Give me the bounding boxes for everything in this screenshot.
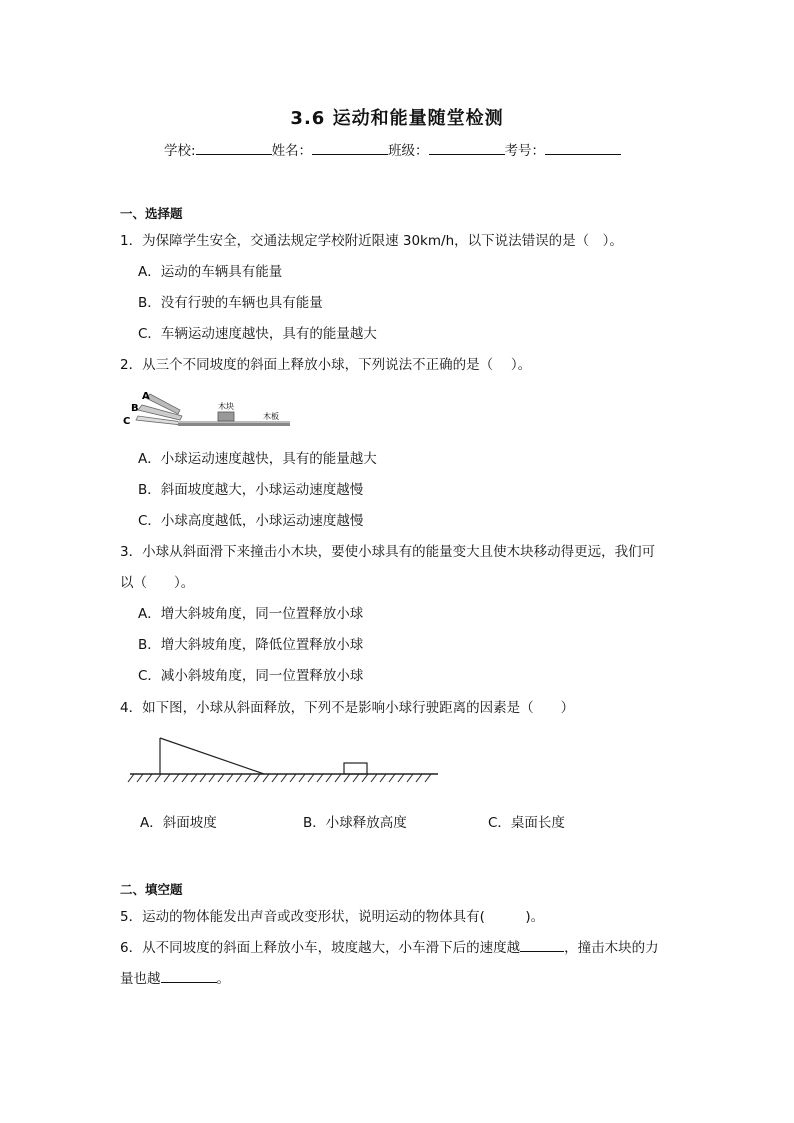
hatch-line xyxy=(218,774,224,782)
hatch-line xyxy=(407,774,413,782)
hatch-line xyxy=(272,774,278,782)
hatch-line xyxy=(371,774,377,782)
student-info-line xyxy=(164,139,621,159)
q6-text-c: 量也越 xyxy=(120,971,161,987)
hatch-line xyxy=(200,774,206,782)
incline-slope xyxy=(160,738,264,774)
q6-text-d: 。 xyxy=(216,971,230,987)
question-2: 2．从三个不同坡度的斜面上释放小球，下列说法不正确的是（ ）。 xyxy=(120,357,532,373)
page-title: 3.6 运动和能量随堂检测 xyxy=(290,108,504,129)
label-block: 木块 xyxy=(218,402,234,411)
name-label: 姓名： xyxy=(271,143,313,159)
q3-option-c[interactable]: C．减小斜坡角度，同一位置释放小球 xyxy=(138,668,364,684)
hatch-line xyxy=(173,774,179,782)
question-5: 5．运动的物体能发出声音或改变形状，说明运动的物体具有( )。 xyxy=(120,909,545,925)
hatch-line xyxy=(398,774,404,782)
q6-blank-2[interactable] xyxy=(161,968,217,983)
hatch-line xyxy=(128,774,134,782)
hatch-line xyxy=(182,774,188,782)
hatch-line xyxy=(236,774,242,782)
label-c: C xyxy=(123,416,131,427)
q6-text-a: 6．从不同坡度的斜面上释放小车，坡度越大，小车滑下后的速度越 xyxy=(120,940,521,956)
hatch-line xyxy=(335,774,341,782)
hatch-line xyxy=(344,774,350,782)
hatch-line xyxy=(155,774,161,782)
ground-hatching xyxy=(128,774,431,782)
label-a: A xyxy=(142,391,150,402)
q1-option-c[interactable]: C．车辆运动速度越快，具有的能量越大 xyxy=(138,326,377,342)
q3-option-b[interactable]: B．增大斜坡角度，降低位置释放小球 xyxy=(138,637,364,653)
hatch-line xyxy=(425,774,431,782)
question-6-line1 xyxy=(120,936,659,956)
slope-diagram-figure xyxy=(118,386,298,432)
label-b: B xyxy=(131,403,139,414)
question-1: 1．为保障学生安全，交通法规定学校附近限速 30km/h，以下说法错误的是（ ）。 xyxy=(120,233,623,249)
question-3-line1: 3．小球从斜面滑下来撞击小木块，要使小球具有的能量变大且使木块移动得更远，我们可 xyxy=(120,544,656,560)
section-fill-title: 二、填空题 xyxy=(120,882,183,897)
hatch-line xyxy=(362,774,368,782)
hatch-line xyxy=(317,774,323,782)
class-blank[interactable] xyxy=(429,140,505,155)
hatch-line xyxy=(326,774,332,782)
q4-option-a[interactable]: A．斜面坡度 xyxy=(140,815,217,831)
section-choice-title: 一、选择题 xyxy=(120,206,183,221)
incline-ball-diagram xyxy=(126,732,442,786)
q1-option-a[interactable]: A．运动的车辆具有能量 xyxy=(138,264,283,280)
hatch-line xyxy=(308,774,314,782)
hatch-line xyxy=(245,774,251,782)
q6-text-b: ，撞击木块的力 xyxy=(564,940,659,956)
class-label: 班级： xyxy=(388,143,429,159)
hatch-line xyxy=(389,774,395,782)
q1-option-b[interactable]: B．没有行驶的车辆也具有能量 xyxy=(138,295,323,311)
q6-blank-1[interactable] xyxy=(520,937,564,952)
hatch-line xyxy=(299,774,305,782)
q2-option-a[interactable]: A．小球运动速度越快，具有的能量越大 xyxy=(138,451,377,467)
hatch-line xyxy=(353,774,359,782)
label-board: 木板 xyxy=(263,412,279,421)
q4-option-b[interactable]: B．小球释放高度 xyxy=(303,815,407,831)
name-blank[interactable] xyxy=(312,140,388,155)
hatch-line xyxy=(137,774,143,782)
hatch-line xyxy=(227,774,233,782)
exam-no-label: 考号： xyxy=(504,143,546,159)
hatch-line xyxy=(146,774,152,782)
hatch-line xyxy=(290,774,296,782)
hatch-line xyxy=(209,774,215,782)
school-label: 学校: xyxy=(164,143,196,159)
hatch-line xyxy=(416,774,422,782)
hatch-line xyxy=(281,774,287,782)
hatch-line xyxy=(164,774,170,782)
q3-option-a[interactable]: A．增大斜坡角度，同一位置释放小球 xyxy=(138,606,364,622)
q2-option-c[interactable]: C．小球高度越低，小球运动速度越慢 xyxy=(138,513,364,529)
question-3-line2: 以（ ）。 xyxy=(120,575,195,591)
wood-block xyxy=(218,412,234,421)
exam-no-blank[interactable] xyxy=(545,140,621,155)
q4-option-c[interactable]: C．桌面长度 xyxy=(488,815,565,831)
wood-block xyxy=(344,763,367,774)
hatch-line xyxy=(380,774,386,782)
hatch-line xyxy=(254,774,260,782)
hatch-line xyxy=(263,774,269,782)
question-6-line2 xyxy=(120,967,230,987)
hatch-line xyxy=(191,774,197,782)
school-blank[interactable] xyxy=(196,140,272,155)
question-4: 4．如下图，小球从斜面释放，下列不是影响小球行驶距离的因素是（ ） xyxy=(120,700,575,716)
q2-option-b[interactable]: B．斜面坡度越大，小球运动速度越慢 xyxy=(138,482,364,498)
